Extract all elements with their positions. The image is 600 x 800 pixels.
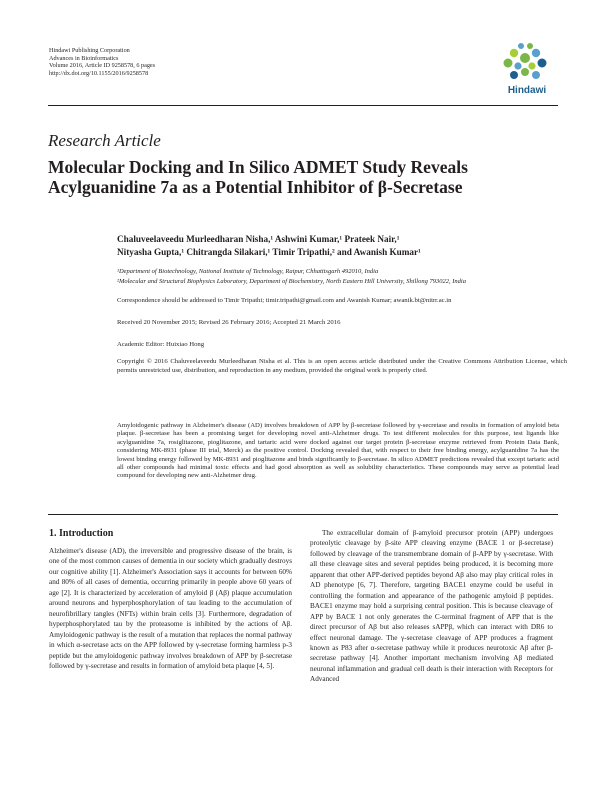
doi-link[interactable]: http://dx.doi.org/10.1155/2016/9258578 [49, 69, 149, 77]
section-heading-introduction: 1. Introduction [49, 528, 114, 539]
volume-info: Volume 2016, Article ID 9258578, 6 pages [49, 62, 156, 70]
academic-editor: Academic Editor: Huixiao Hong [117, 341, 205, 348]
abstract-divider [48, 514, 558, 515]
authors-line-2: Nityasha Gupta,¹ Chitrangda Silakari,¹ Timir Tripathi,² and Awanish Kumar¹ [117, 247, 421, 257]
intro-left-column: Alzheimer's disease (AD), the irreversible and progressive disease of the brain, is one of the most common causes of dementia in our society which gradually destroys our cognitive ability [1]. Alzheimer's Association says it accounts for between 60% and 80% of all cases of dementia, occurring primarily in people above 60 years of age [2]. It is characterized by acceleration of amyloid β (Aβ) plaque accumulation around neurons and hyperphosphorylation of tau leading to the accumulation of neurofibrillary tangles (NFTs) within brain cells [3]. Furthermore, degradation of hyperphosphorylated tau by the proteasome is inhibited by the actions of Aβ. Amyloidogenic pathway is the result of a mutation that replaces the normal pathway in which α-secretase acts on the APP followed by γ-secretase forming harmless p-3 peptide but the amyloidogenic pathway involves breakdown of APP by β-secretase followed by γ-secretase and results in formation of amyloid beta plaque [4, 5]. [49, 547, 292, 670]
article-title [48, 157, 568, 197]
copyright-notice: Copyright © 2016 Chaluveelaveedu Murleedharan Nisha et al. This is an open access article distributed under the Creative Commons Attribution License, which permits unrestricted use, distribution, and reproduction in any medium, provided the original work is properly cited. [117, 358, 567, 374]
journal-header [49, 47, 155, 77]
affiliation-2: ²Molecular and Structural Biophysics Laboratory, Department of Biochemistry, North Eastern Hill University, Shillong 793022, India [117, 278, 466, 285]
intro-right-column: The extracellular domain of β-amyloid precursor protein (APP) undergoes proteolytic cleavage by β-site APP cleaving enzyme (BACE 1 or β-secretase) followed by cleavage of the transmembrane domain of β-APP by γ-secretase. With all these cleavage sites and several peptides being produced, it is becoming more apparent that other APP-derived peptides beyond Aβ also may play critical roles in AD phenotype [6, 7]. Therefore, targeting BACE1 enzyme could be useful in controlling the formation and appearance of the pathogenic amyloid β peptides. BACE1 enzyme may hold a surprising central position. This is because cleavage of APP by BACE 1 not only generates the C-terminal fragment of APP that is the direct precursor of Aβ but also releases sAPPβ, which can interact with DR6 to effect neuronal damage. The γ-secretase cleavage of APP produces a fragment known as P83 after α-secretase pathway while it produces neurotoxic Aβ after β-secretase pathway [4]. Another important mechanism involving Aβ mediated neuronal inflammation and gradual cell death is their interaction with Receptors for Advanced [310, 529, 553, 684]
title-line-2: Acylguanidine 7a as a Potential Inhibitor of β-Secretase [48, 177, 463, 197]
authors-line-1: Chaluveelaveedu Murleedharan Nisha,¹ Ashwini Kumar,¹ Prateek Nair,¹ [117, 234, 400, 244]
publisher-name: Hindawi Publishing Corporation [49, 47, 130, 54]
affiliation-1: ¹Department of Biotechnology, National Institute of Technology, Raipur, Chhattisgarh 492010, India [117, 268, 379, 275]
header-divider [48, 105, 558, 106]
author-list [117, 233, 567, 259]
correspondence: Correspondence should be addressed to Timir Tripathi; timir.tripathi@gmail.com and Awanish Kumar; awanik.bt@nitrr.ac.in [117, 297, 452, 304]
journal-name: Advances in Bioinformatics [49, 54, 119, 62]
abstract: Amyloidogenic pathway in Alzheimer's disease (AD) involves breakdown of APP by β-secretase followed by γ-secretase and results in formation of amyloid beta plaque. β-secretase has been a promising target for developing novel anti-Alzheimer drugs. To test different molecules for this purpose, test ligands like acylguanidine 7a, rosiglitazone, pioglitazone, and tartaric acid were docked against our target protein β-secretase enzyme retrieved from Protein Data Bank, considering MK-8931 (phase III trial, Merck) as the positive control. Docking revealed that, with respect to their free binding energy, acylguanidine 7a has the lowest binding energy followed by MK-8931 and pioglitazone and binds significantly to β-secretase. In silico ADMET predictions revealed that except tartaric acid all other compounds had minimal toxic effects and had good absorption as well as solubility characteristics. These compounds may serve as potential lead compound for developing new anti-Alzheimer drug. [117, 422, 559, 480]
title-line-1: Molecular Docking and In Silico ADMET Study Reveals [48, 157, 468, 177]
received-dates: Received 20 November 2015; Revised 26 February 2016; Accepted 21 March 2016 [117, 319, 341, 326]
article-type: Research Article [48, 131, 161, 150]
hindawi-logo-text: Hindawi [507, 85, 547, 96]
